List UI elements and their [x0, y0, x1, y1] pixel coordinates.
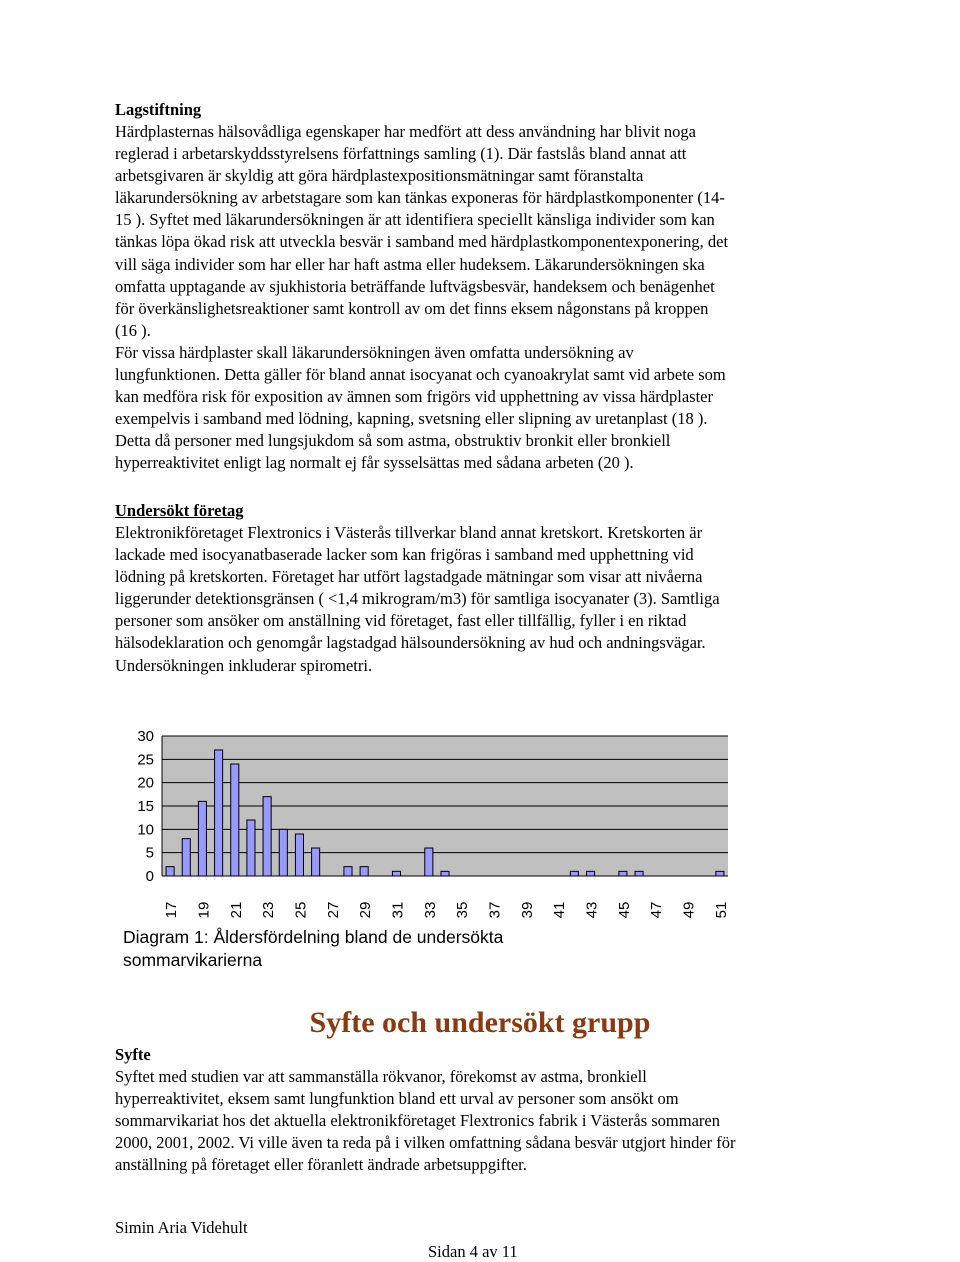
lagstiftning-body	[115, 121, 845, 475]
text-line: liggerunder detektionsgränsen ( <1,4 mikrogram/m3) för samtliga isocyanater (3). Samtliga	[115, 589, 720, 609]
undersokt-foretag-body	[115, 522, 845, 677]
syfte-heading: Syfte	[115, 1045, 151, 1064]
text-line: Undersökningen inkluderar spirometri.	[115, 655, 373, 675]
chart-caption	[123, 926, 603, 972]
footer-author: Simin Aria Videhult	[115, 1218, 248, 1237]
age-distribution-chart	[110, 718, 750, 918]
page-number: Sidan 4 av 11	[428, 1242, 518, 1261]
text-line: Syftet med studien var att sammanställa rökvanor, förekomst av astma, bronkiell	[115, 1067, 647, 1086]
y-tick-label: 20	[137, 774, 154, 792]
x-tick-label: 35	[454, 901, 472, 918]
text-line: Elektronikföretaget Flextronics i Västerås tillverkar bland annat kretskort. Kretskorten är	[115, 523, 703, 542]
x-tick-label: 33	[421, 901, 439, 918]
bar	[716, 871, 724, 876]
text-line: 15 ). Syftet med läkarundersökningen är att identifiera speciellt känsliga individer som kan	[115, 210, 715, 230]
bar	[247, 820, 255, 876]
x-tick-label: 23	[260, 901, 278, 918]
bar	[344, 867, 352, 876]
x-tick-label: 39	[518, 901, 536, 918]
bar	[425, 848, 433, 876]
undersokt-foretag-heading: Undersökt företag	[115, 501, 244, 520]
y-tick-label: 10	[137, 821, 154, 839]
text-line: arbetsgivaren är skyldig att göra härdplastexpositionsmätningar samt föranstalta	[115, 166, 644, 186]
x-tick-label: 17	[163, 901, 181, 918]
bar	[635, 871, 643, 876]
x-tick-label: 49	[680, 901, 698, 918]
bar	[360, 867, 368, 876]
x-tick-label: 19	[195, 901, 213, 918]
text-line: hyperreaktivitet, eksem samt lungfunktion bland ett urval av personer som ansökt om	[115, 1089, 679, 1109]
x-tick-label: 31	[389, 901, 407, 918]
text-line: reglerad i arbetarskyddsstyrelsens författnings samling (1). Där fastslås bland annat att	[115, 144, 687, 164]
text-line: tänkas löpa ökad risk att utveckla besvär i samband med härdplastkomponentexponering, det	[115, 232, 729, 252]
x-tick-label: 41	[551, 901, 569, 918]
text-line: exempelvis i samband med lödning, kapning, svetsning eller slipning av uretanplast (18 ).	[115, 409, 708, 429]
text-line: vill säga individer som har eller har haft astma eller hudeksem. Läkarundersökningen ska	[115, 254, 705, 274]
text-line: (16 ).	[115, 320, 151, 340]
x-tick-label: 37	[486, 901, 504, 918]
x-tick-label: 21	[227, 901, 245, 918]
bar	[392, 871, 400, 876]
text-line: läkarundersökning av arbetstagare som kan tänkas exponeras för härdplastkomponenter (14-	[115, 188, 725, 208]
text-line: lungfunktionen. Detta gäller för bland annat isocyanat och cyanoakrylat samt vid arbete som	[115, 365, 726, 385]
y-tick-label: 5	[145, 844, 154, 862]
x-tick-label: 43	[583, 901, 601, 918]
x-tick-label: 29	[357, 901, 375, 918]
y-tick-label: 15	[137, 798, 154, 815]
bar	[570, 871, 578, 876]
text-line: för överkänslighetsreaktioner samt kontroll av om det finns eksem någonstans på kroppen	[115, 298, 709, 318]
caption-line: Diagram 1: Åldersfördelning bland de undersökta	[123, 927, 504, 947]
y-tick-label: 25	[137, 751, 154, 769]
bar	[312, 848, 320, 876]
bar	[587, 871, 595, 876]
bar	[279, 829, 287, 876]
text-line: personer som ansöker om anställning vid företaget, fast eller tillfällig, fyller i en riktad	[115, 611, 687, 631]
bar	[441, 871, 449, 876]
bar	[166, 867, 174, 876]
bar	[215, 750, 223, 876]
bar	[182, 839, 190, 876]
y-tick-label: 30	[137, 728, 154, 745]
section-title: Syfte och undersökt grupp	[309, 1006, 651, 1039]
text-line: lackade med isocyanatbaserade lacker som kan frigöras i samband med upphettning vid	[115, 545, 694, 565]
text-line: hyperreaktivitet enligt lag normalt ej får sysselsättas med sådana arbeten (20 ).	[115, 453, 634, 473]
text-line: 2000, 2001, 2002. Vi ville även ta reda på i vilken omfattning sådana besvär utgjort hinder för	[115, 1133, 736, 1153]
text-line: Härdplasternas hälsovådliga egenskaper har medfört att dess användning har blivit noga	[115, 122, 696, 141]
text-line: Detta då personer med lungsjukdom så som astma, obstruktiv bronkit eller bronkiell	[115, 431, 671, 451]
text-line: anställning på företaget eller föranlett ändrade arbetsuppgifter.	[115, 1155, 527, 1175]
x-tick-label: 27	[324, 901, 342, 918]
bar	[231, 764, 239, 876]
x-tick-label: 51	[712, 901, 730, 918]
bar	[295, 834, 303, 876]
text-line: kan medföra risk för exposition av ämnen som frigörs vid upphettning av vissa härdplaster	[115, 387, 713, 407]
text-line: För vissa härdplaster skall läkarundersökningen även omfatta undersökning av	[115, 342, 634, 362]
caption-line: sommarvikarierna	[123, 950, 263, 970]
text-line: lödning på kretskorten. Företaget har utfört lagstadgade mätningar som visar att nivåerna	[115, 567, 703, 587]
text-line: sommarvikariat hos det aktuella elektronikföretaget Flextronics fabrik i Västerås sommaren	[115, 1111, 720, 1131]
text-line: omfatta upptagande av sjukhistoria beträffande luftvägsbesvär, handeksem och benägenhet	[115, 276, 715, 296]
bar	[619, 871, 627, 876]
syfte-body	[115, 1066, 845, 1176]
lagstiftning-heading: Lagstiftning	[115, 100, 202, 119]
bar	[263, 797, 271, 876]
x-tick-label: 47	[648, 901, 666, 918]
text-line: hälsodeklaration och genomgår lagstadgad hälsoundersökning av hud och andningsvägar.	[115, 633, 706, 653]
x-tick-label: 25	[292, 901, 310, 918]
x-tick-label: 45	[615, 901, 633, 918]
y-tick-label: 0	[145, 868, 154, 885]
bar	[198, 801, 206, 876]
